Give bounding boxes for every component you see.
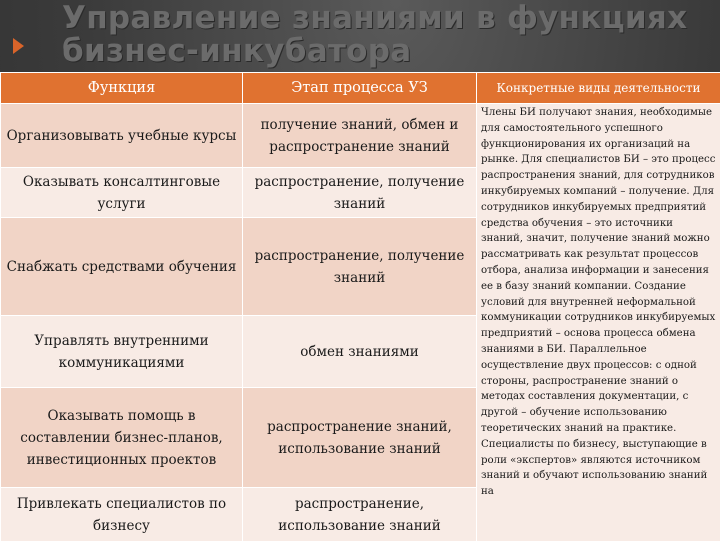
stage-cell: распространение знаний, использование знаний bbox=[243, 388, 477, 488]
stage-cell: обмен знаниями bbox=[243, 316, 477, 388]
stage-cell: распространение, получение знаний bbox=[243, 218, 477, 316]
stage-cell: получение знаний, обмен и распространение знаний bbox=[243, 104, 477, 168]
activities-cell: Члены БИ получают знания, необходимые для самостоятельного успешного функционирования их организаций на рынке. Для специалистов БИ – это процесс распространения знаний, для сотрудников инкубируемых компаний – получение. Для сотрудников инкубируемых предприятий средства обучения – это источники знаний, значит, получение знаний можно рассматривать как результат процессов отбора, анализа информации и занесения ее в базу знаний компании. Создание условий для внутренней неформальной коммуникации сотрудников инкубируемых предприятий – основа процесса обмена знаниями в БИ. Параллельное осуществление двух процессов: с одной стороны, распространение знаний о методах составления документации, с другой – обучение использованию теоретических знаний на практике. Специалисты по бизнесу, выступающие в роли «экспертов» являются источником знаний и обучают использованию знаний на bbox=[477, 104, 720, 542]
header-function: Функция bbox=[1, 73, 243, 104]
stage-cell: распространение, использование знаний bbox=[243, 488, 477, 542]
table-row bbox=[1, 104, 720, 168]
header-stage: Этап процесса УЗ bbox=[243, 73, 477, 104]
title-line-1: Управление знаниями в функциях bbox=[62, 2, 712, 35]
table-header-row bbox=[1, 73, 720, 104]
function-cell: Управлять внутренними коммуникациями bbox=[1, 316, 243, 388]
function-cell: Организовывать учебные курсы bbox=[1, 104, 243, 168]
orange-arrow-icon bbox=[13, 38, 24, 54]
header-activities: Конкретные виды деятельности bbox=[477, 73, 720, 104]
function-cell: Оказывать помощь в составлении бизнес-планов, инвестиционных проектов bbox=[1, 388, 243, 488]
stage-cell: распространение, получение знаний bbox=[243, 168, 477, 218]
function-cell: Оказывать консалтинговые услуги bbox=[1, 168, 243, 218]
functions-table bbox=[0, 72, 720, 542]
title-line-2: бизнес-инкубатора bbox=[62, 35, 712, 68]
function-cell: Снабжать средствами обучения bbox=[1, 218, 243, 316]
function-cell: Привлекать специалистов по бизнесу bbox=[1, 488, 243, 542]
slide-title bbox=[62, 2, 712, 68]
